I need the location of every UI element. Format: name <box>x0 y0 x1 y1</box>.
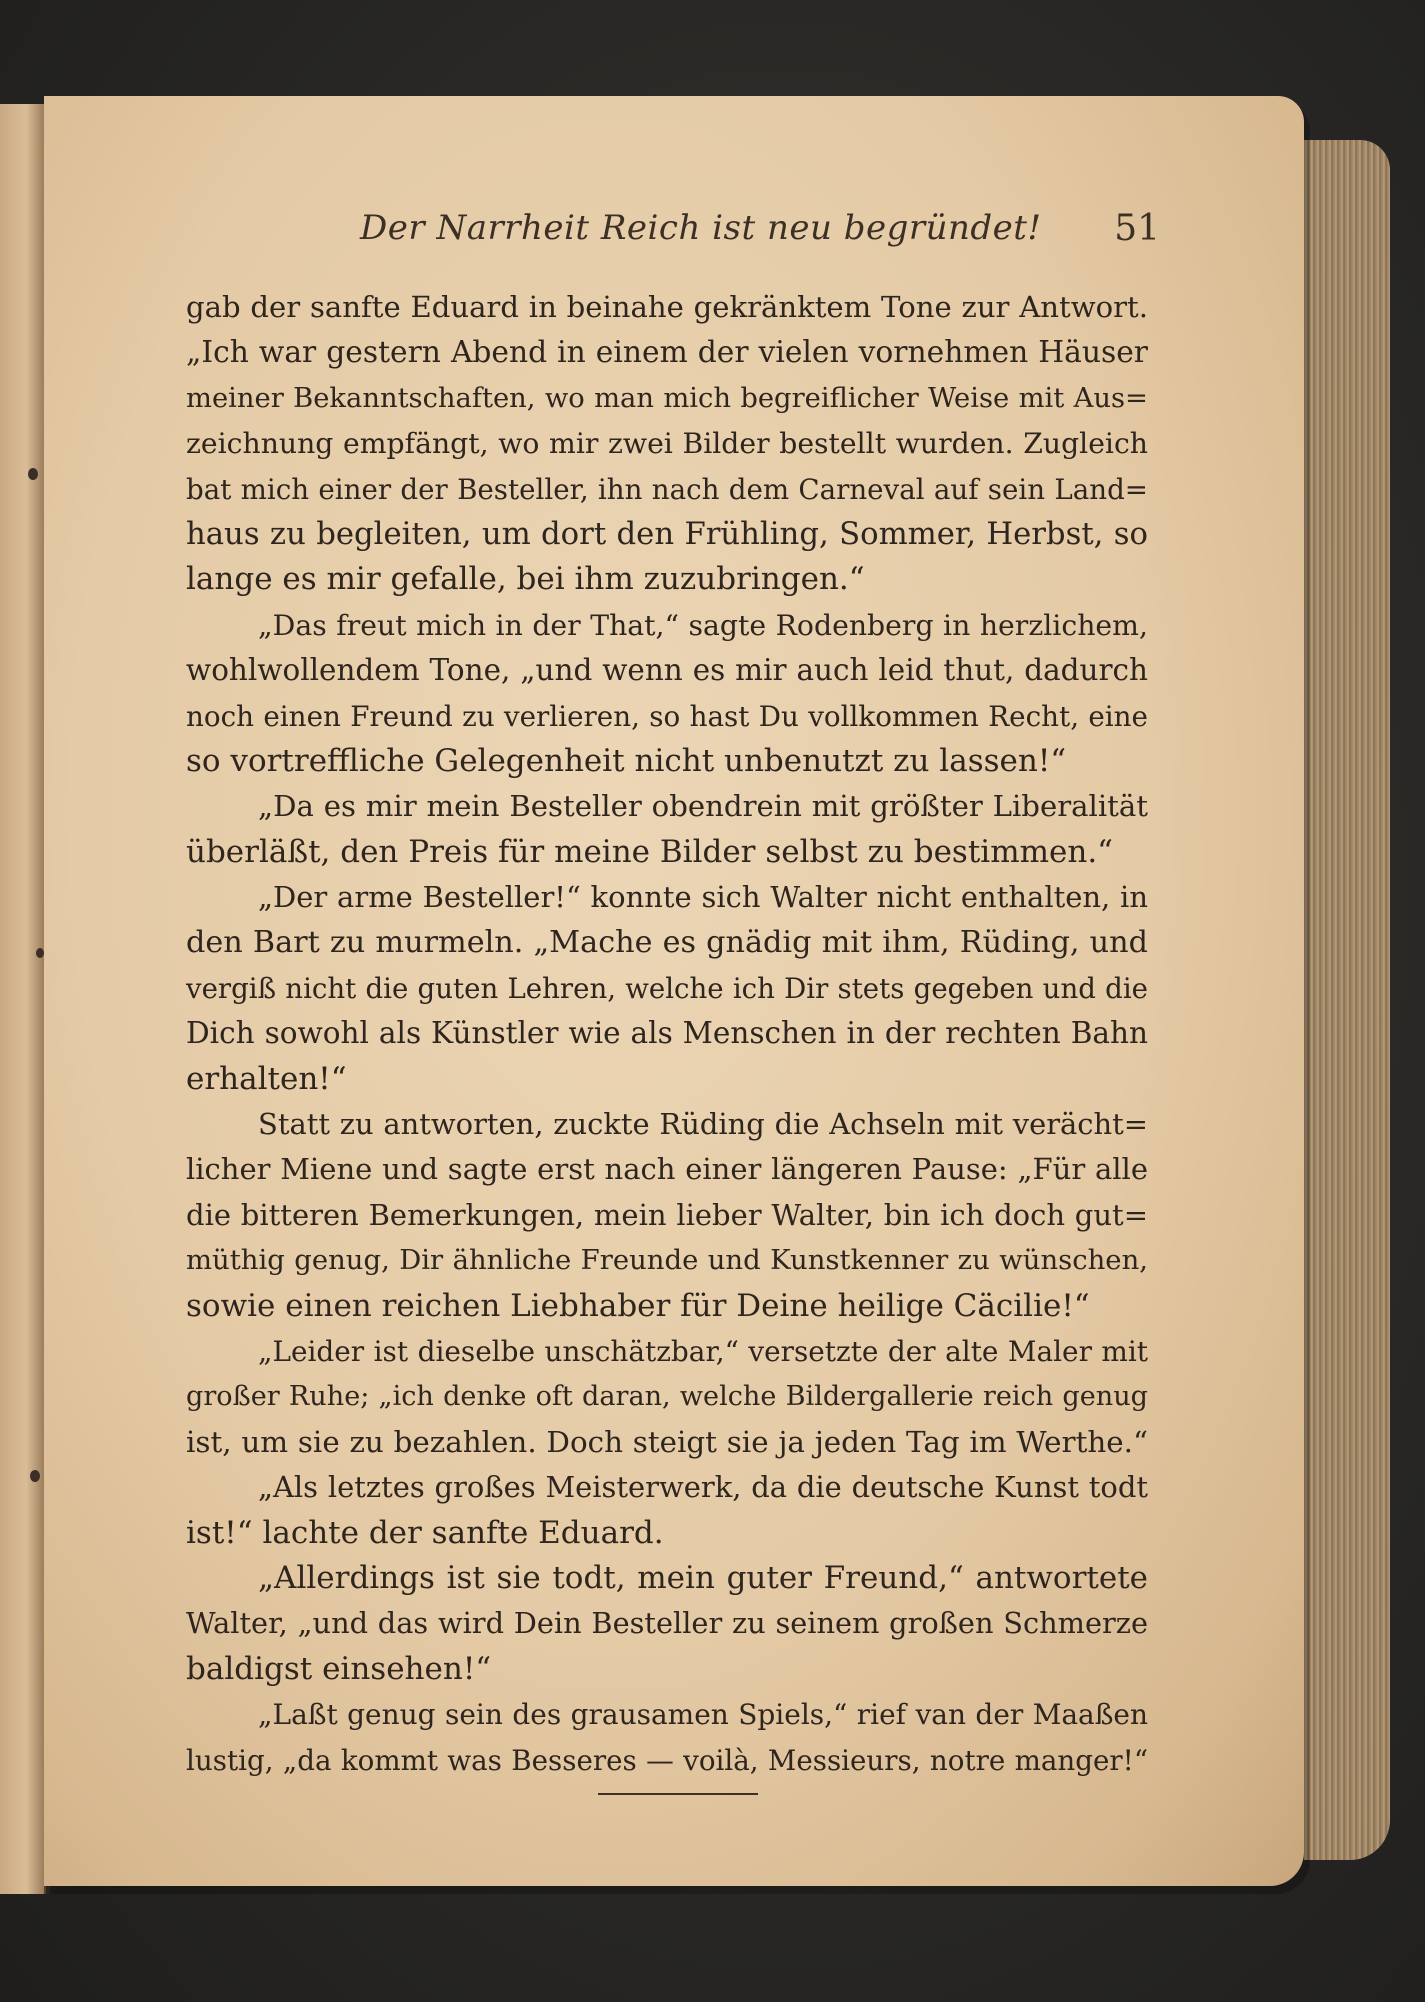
page-header <box>360 208 1160 258</box>
text-line: „Da es mir mein Besteller obendrein mit größter Liberalität <box>258 789 1148 824</box>
text-line: licher Miene und sagte erst nach einer längeren Pause: „Für alle <box>186 1152 1148 1187</box>
margin-speck <box>36 948 44 958</box>
text-line: vergiß nicht die guten Lehren, welche ich Dir stets gegeben und die <box>186 971 1148 1005</box>
text-line: „Das freut mich in der That,“ sagte Rodenberg in herzlichem, <box>258 608 1148 642</box>
running-title: Der Narrheit Reich ist neu begründet! <box>360 208 1042 248</box>
margin-speck <box>28 468 38 480</box>
text-line: großer Ruhe; „ich denke oft daran, welche Bildergallerie reich genug <box>186 1381 1148 1413</box>
text-line: zeichnung empfängt, wo mir zwei Bilder bestellt wurden. Zugleich <box>186 427 1148 461</box>
text-line: bat mich einer der Besteller, ihn nach dem Carneval auf sein Land= <box>186 472 1148 506</box>
text-line: „Laßt genug sein des grausamen Spiels,“ rief van der Maaßen <box>258 1698 1148 1732</box>
text-line: ist, um sie zu bezahlen. Doch steigt sie ja jeden Tag im Werthe.“ <box>186 1424 1148 1459</box>
section-rule <box>598 1793 758 1795</box>
text-line: noch einen Freund zu verlieren, so hast Du vollkommen Recht, eine <box>186 699 1148 733</box>
text-line: Walter, „und das wird Dein Besteller zu seinem großen Schmerze <box>186 1606 1148 1641</box>
text-line: überläßt, den Preis für meine Bilder selbst zu bestimmen.“ <box>186 833 1114 870</box>
page-block-edge <box>1304 140 1390 1860</box>
facing-page-edge <box>0 104 46 1894</box>
text-line: meiner Bekanntschaften, wo man mich begreiflicher Weise mit Aus= <box>186 382 1148 414</box>
text-line: so vortreffliche Gelegenheit nicht unbenutzt zu lassen!“ <box>186 742 1067 779</box>
text-line: Dich sowohl als Künstler wie als Menschen in der rechten Bahn <box>186 1016 1148 1051</box>
body-text <box>186 285 1148 1783</box>
page-number: 51 <box>1114 208 1160 249</box>
text-line: „Als letztes großes Meisterwerk, da die deutsche Kunst todt <box>258 1470 1148 1505</box>
text-line: den Bart zu murmeln. „Mache es gnädig mit ihm, Rüding, und <box>186 925 1148 961</box>
text-line: müthig genug, Dir ähnliche Freunde und Kunstkenner zu wünschen, <box>186 1244 1148 1277</box>
text-line: lustig, „da kommt was Besseres — voilà, Messieurs, notre manger!“ <box>186 1743 1148 1777</box>
text-line: „Ich war gestern Abend in einem der vielen vornehmen Häuser <box>186 335 1148 371</box>
text-line: haus zu begleiten, um dort den Frühling, Sommer, Herbst, so <box>186 516 1148 552</box>
text-line: „Allerdings ist sie todt, mein guter Freund,“ antwortete <box>258 1559 1148 1596</box>
text-line: wohlwollendem Tone, „und wenn es mir auch leid thut, dadurch <box>186 653 1148 688</box>
text-line: die bitteren Bemerkungen, mein lieber Walter, bin ich doch gut= <box>186 1197 1148 1232</box>
text-line: „Leider ist dieselbe unschätzbar,“ versetzte der alte Maler mit <box>258 1334 1148 1368</box>
text-line: ist!“ lachte der sanfte Eduard. <box>186 1514 664 1551</box>
text-line: gab der sanfte Eduard in beinahe gekränktem Tone zur Antwort. <box>186 290 1148 324</box>
text-line: „Der arme Besteller!“ konnte sich Walter nicht enthalten, in <box>258 880 1148 915</box>
margin-speck <box>30 1470 40 1482</box>
text-line: baldigst einsehen!“ <box>186 1650 492 1687</box>
text-line: erhalten!“ <box>186 1060 347 1097</box>
text-line: sowie einen reichen Liebhaber für Deine heilige Cäcilie!“ <box>186 1287 1090 1324</box>
text-line: lange es mir gefalle, bei ihm zuzubringen.“ <box>186 561 865 598</box>
text-line: Statt zu antworten, zuckte Rüding die Achseln mit verächt= <box>258 1107 1148 1142</box>
